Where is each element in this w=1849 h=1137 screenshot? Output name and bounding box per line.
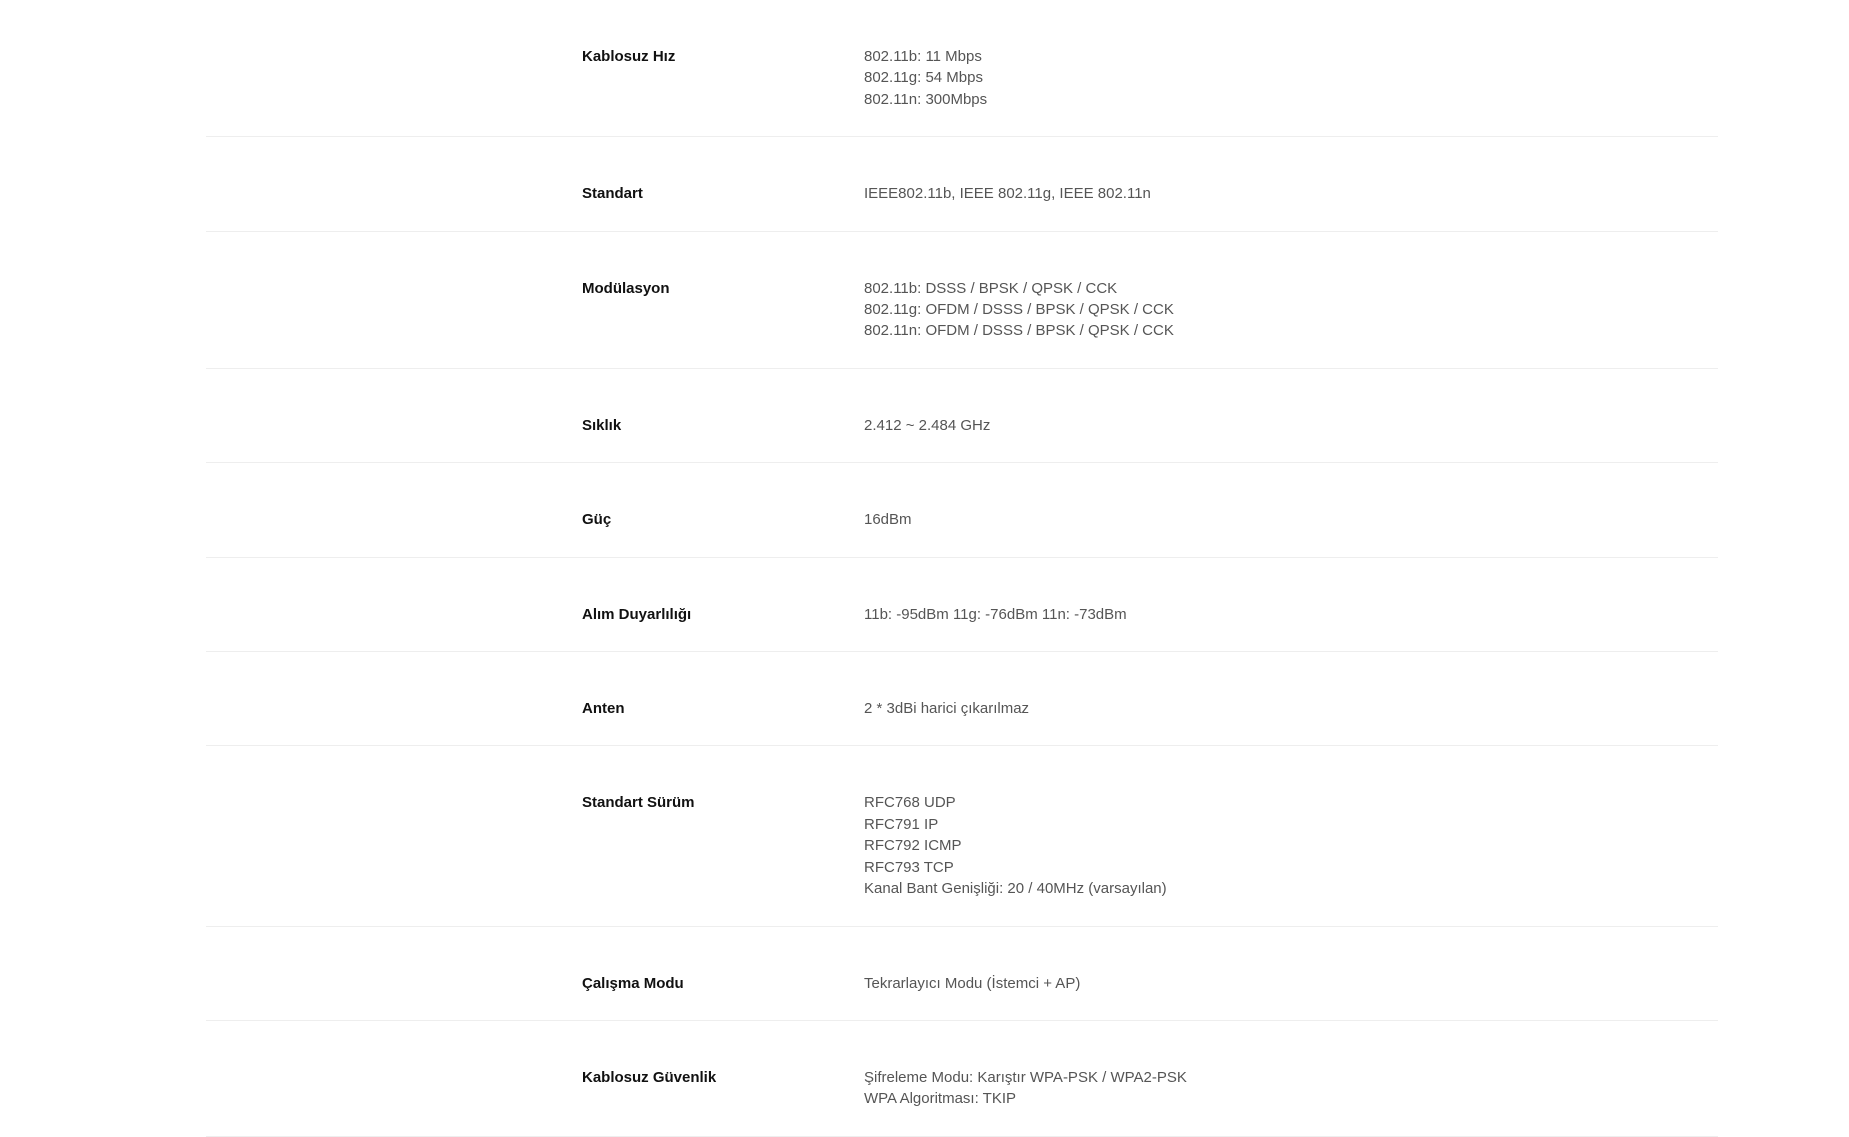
spec-value: 16dBm <box>864 511 912 529</box>
spec-values <box>864 415 990 436</box>
spec-label: Modülasyon <box>582 279 670 297</box>
spec-value: RFC792 ICMP <box>864 837 962 855</box>
spec-value: RFC791 IP <box>864 815 939 833</box>
spec-value: 802.11n: 300Mbps <box>864 90 988 108</box>
spec-value: Kanal Bant Genişliği: 20 / 40MHz (varsayılan) <box>864 880 1167 898</box>
spec-label: Standart Sürüm <box>582 794 695 812</box>
spec-row-antenna <box>206 652 1718 746</box>
spec-row-standard-version <box>206 746 1718 926</box>
spec-label: Alım Duyarlılığı <box>582 605 692 623</box>
spec-row-operation-mode <box>206 927 1718 1021</box>
spec-label: Kablosuz Güvenlik <box>582 1068 717 1086</box>
spec-label: Güç <box>582 511 612 529</box>
spec-table <box>206 0 1718 1137</box>
spec-value: 802.11n: OFDM / DSSS / BPSK / QPSK / CCK <box>864 322 1174 340</box>
spec-values <box>864 698 1029 719</box>
spec-value: WPA Algoritması: TKIP <box>864 1090 1016 1108</box>
spec-value: Şifreleme Modu: Karıştır WPA-PSK / WPA2-PSK <box>864 1068 1187 1086</box>
spec-values <box>864 792 1167 899</box>
spec-row-modulation <box>206 232 1718 369</box>
spec-value: 802.11g: OFDM / DSSS / BPSK / QPSK / CCK <box>864 301 1174 319</box>
spec-values <box>864 278 1174 342</box>
spec-value: 802.11g: 54 Mbps <box>864 69 983 87</box>
spec-value: 802.11b: DSSS / BPSK / QPSK / CCK <box>864 279 1118 297</box>
spec-values <box>864 604 1127 625</box>
spec-value: 11b: -95dBm 11g: -76dBm 11n: -73dBm <box>864 605 1127 623</box>
spec-value: Tekrarlayıcı Modu (İstemci + AP) <box>864 974 1081 992</box>
spec-label: Standart <box>582 185 643 203</box>
spec-row-frequency <box>206 369 1718 463</box>
spec-value: IEEE802.11b, IEEE 802.11g, IEEE 802.11n <box>864 185 1151 203</box>
spec-value: 802.11b: 11 Mbps <box>864 48 982 65</box>
spec-values <box>864 973 1080 994</box>
spec-row-power <box>206 463 1718 557</box>
spec-row-receive-sensitivity <box>206 558 1718 652</box>
spec-values <box>864 1067 1187 1110</box>
spec-values <box>864 46 987 110</box>
spec-row-standard <box>206 137 1718 231</box>
spec-values <box>864 509 912 530</box>
spec-label: Çalışma Modu <box>582 974 684 992</box>
spec-value: 2.412 ~ 2.484 GHz <box>864 416 991 434</box>
spec-label: Anten <box>582 700 625 718</box>
spec-value: 2 * 3dBi harici çıkarılmaz <box>864 700 1030 718</box>
spec-row-wireless-security <box>206 1021 1718 1137</box>
spec-value: RFC768 UDP <box>864 794 956 812</box>
spec-values <box>864 183 1151 204</box>
spec-value: RFC793 TCP <box>864 858 954 876</box>
spec-label: Kablosuz Hız <box>582 48 676 65</box>
spec-row-wireless-speed <box>206 0 1718 137</box>
spec-label: Sıklık <box>582 416 622 434</box>
